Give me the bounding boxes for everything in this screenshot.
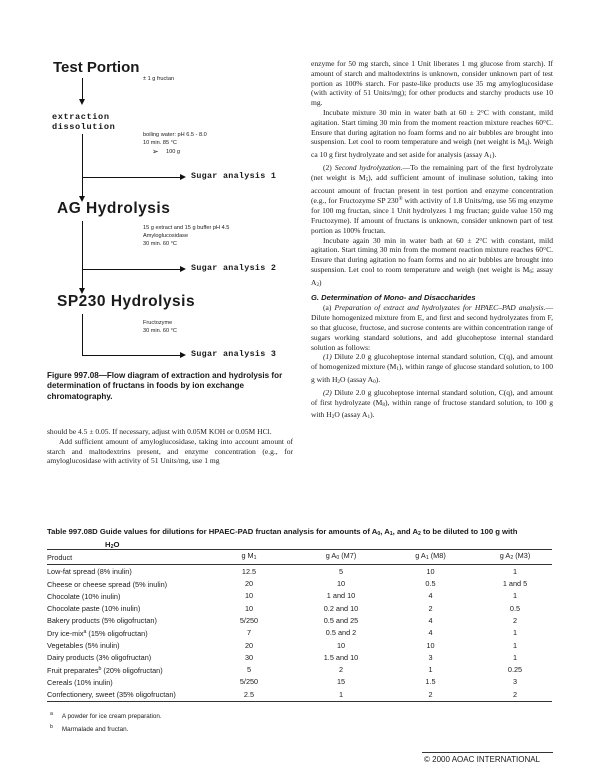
diagram-ag-2: Amyloglucosidase: [143, 233, 189, 239]
cell-a2: 0.25: [507, 665, 523, 675]
cell-a2: 1 and 5: [502, 579, 528, 589]
cell-a1: 1.5: [425, 677, 436, 687]
cell-a1: 2: [428, 603, 433, 613]
cell-a1: 2: [383, 688, 478, 701]
cell-m1: 10: [244, 591, 254, 601]
cell-m1: 7: [246, 628, 252, 638]
cell-product: Cereals (10% inulin): [47, 677, 113, 687]
cell-product: Vegetables (5% inulin): [47, 641, 120, 651]
cell-a2: 0.5: [509, 603, 521, 613]
diagram-boiling-1: boiling water: pH 6.5 - 8.0: [143, 132, 207, 138]
diagram-sp230-hydrolysis: SP230 Hydrolysis: [57, 293, 196, 310]
header-g-a2: g A2 (M3): [478, 550, 552, 565]
cell-a1: 4: [428, 615, 433, 625]
cell-product: Bakery products (5% oligofructan): [47, 616, 157, 626]
cell-a2: 2: [478, 688, 552, 701]
table-header-row: [47, 550, 552, 565]
cell-a2: 3: [512, 677, 518, 687]
header-g-m1: g M1: [199, 550, 299, 565]
cell-product: Fruit preparates$^b$ (20% oligofructan): [47, 665, 163, 675]
table-row: [47, 664, 552, 676]
right-paragraph-a2: (2) Dilute 2.0 g glucoheptose internal standard solution, C(q), and amount of first hydrolyzate (M8), within range of fructose standard solution, to 100 g with H2O (assay A1).: [311, 387, 553, 421]
cell-a0: 1.5 and 10: [323, 652, 359, 662]
cell-a1: 10: [426, 640, 435, 650]
table-row: [47, 688, 552, 701]
cell-a0: 0.2 and 10: [323, 603, 359, 613]
footnote-b: $^b$ Marmalade and fructan.: [50, 724, 129, 733]
cell-m1: 12.5: [241, 566, 257, 576]
cell-product: Dairy products (3% oligofructan): [47, 653, 152, 663]
cell-product: Cheese or cheese spread (5% inulin): [47, 579, 168, 589]
cell-product: Confectionery, sweet (35% oligofructan): [47, 688, 199, 701]
diagram-sp-2: 30 min. 60 °C: [143, 328, 177, 334]
right-paragraph-a: (a) Preparation of extract and hydrolyzates for HPAEC–PAD analysis.—Dilute homogenized mixture from E, and first and second hydrolyzates from F, so that glucose, fructose, and sucrose contents are within concentration range of sugars working standard solutions, and add glucoheptose internal standard solution as follows:: [311, 303, 553, 352]
left-paragraph-1: should be 4.5 ± 0.05. If necessary, adjust with 0.05M KOH or 0.05M HCl.: [47, 427, 272, 436]
table-row: [47, 651, 552, 663]
diagram-sugar-analysis-1: Sugar analysis 1: [191, 171, 277, 181]
section-g-heading: G. Determination of Mono- and Disaccharides: [311, 292, 476, 302]
right-paragraph-1: enzyme for 50 mg starch, since 1 Unit liberates 1 mg glucose from starch). If amount of starch and maltodextrins is unknown, consider unknown part of test portion as 100% starch. For paste-like products use 35 mg amyloglucosidase (with activity of 51 Units/mg); for other products and starchy products use 10 mg.: [311, 59, 553, 108]
cell-a1: 10: [426, 566, 435, 576]
cell-m1: 5/250: [239, 615, 259, 625]
right-paragraph-4: Incubate again 30 min in water bath at 60 ± 2°C with constant, mild agitation. Start timing 30 min from the moment reaction mixture reaches 60°C. Ensure that during agitation no foam forms and no air bubbles are brought into suspension. Let cool to room temperature and weigh (net weight is M6; assay A2): [311, 235, 553, 288]
cell-a1: 4: [428, 591, 433, 601]
header-product: Product: [47, 550, 199, 565]
header-g-a0: g A0 (M7): [299, 550, 383, 565]
cell-m1: 10: [244, 603, 254, 613]
table-row: [47, 590, 552, 602]
cell-m1: 5: [246, 665, 252, 675]
diagram-extraction: extraction: [52, 112, 110, 122]
cell-a1: 3: [428, 652, 433, 662]
diagram-ag-hydrolysis: AG Hydrolysis: [57, 200, 171, 217]
cell-m1: 30: [244, 652, 254, 662]
right-paragraph-2: Incubate mixture 30 min in water bath at 60 ± 2°C with constant, mild agitation. Start timing 30 min from the moment reaction mixture reaches 60°C. Ensure that during agitation no foam forms and no air bubbles are brought into suspension. Let cool to room temperature and weigh (net weight is M4). Weigh ca 10 g first hydrolyzate and set aside for analysis (assay A1).: [311, 107, 553, 161]
cell-a0: 5: [338, 566, 344, 576]
cell-a0: 2: [338, 665, 344, 675]
table-row: [47, 614, 552, 626]
left-paragraph-2: Add sufficient amount of amyloglucosidase, taking into account amount of starch and maltodextrins present, and enzyme concentration (e.g., for amyloglucosidase with activity of 51 Units/mg, use 1 mg: [47, 436, 293, 466]
cell-a0: 15: [336, 677, 346, 687]
header-g-a1: g A1 (M8): [383, 550, 478, 565]
cell-m1: 2.5: [199, 688, 299, 701]
right-paragraph-3: (2) Second hydrolyzation.—To the remaining part of the first hydrolyzate (net weight is M5), add sufficient amount of inulinase solution, taking into account amount of fructan present in test portion and enzyme concentration (e.g., for Fructozyme SP 230® with activity of 1.8 Units/mg, use 56 mg enzyme for 100 mg fructan, since 1 Unit hydrolyzes 1 mg fructan; guide value 150 mg Fructozyme). If amount of fructans is unknown, consider unknown part of test portion as 100% fructan.: [311, 162, 553, 235]
cell-a2: 2: [512, 615, 518, 625]
diagram-boiling-2: 10 min. 85 °C: [143, 140, 177, 146]
diagram-sp-1: Fructozyme: [143, 320, 173, 326]
page-footer: © 2000 AOAC INTERNATIONAL: [424, 755, 541, 764]
cell-a2: 1: [512, 652, 518, 662]
diagram-sugar-analysis-3: Sugar analysis 3: [191, 349, 277, 359]
diagram-tp-note: ± 1 g fructan: [143, 76, 175, 82]
table-row: [47, 676, 552, 688]
diagram-sugar-analysis-2: Sugar analysis 2: [191, 263, 277, 273]
cell-product: Chocolate (10% inulin): [47, 591, 121, 601]
cell-a2: 1: [512, 640, 518, 650]
diagram-dissolution: dissolution: [52, 122, 116, 132]
cell-a0: 0.5 and 2: [325, 628, 357, 638]
cell-m1: 20: [244, 640, 254, 650]
table-title: Table 997.08D Guide values for dilutions for HPAEC-PAD fructan analysis for amounts of A0, A1, and A2 to be diluted to 100 g with H2O: [47, 527, 518, 550]
diagram-ag-1: 15 g extract and 15 g buffer pH 4.5: [143, 225, 230, 231]
cell-m1: 5/250: [239, 677, 259, 687]
diagram-boiling-3: 100 g: [166, 149, 180, 155]
figure-caption: Figure 997.08—Flow diagram of extraction and hydrolysis for determination of fructans in foods by ion exchange chromatography.: [47, 371, 283, 401]
diagram-test-portion: Test Portion: [53, 59, 140, 76]
cell-a1: 1: [428, 665, 433, 675]
cell-product: Low-fat spread (8% inulin): [47, 567, 132, 577]
table-row: [47, 602, 552, 614]
cell-a2: 1: [512, 628, 518, 638]
cell-a0: 1 and 10: [326, 591, 356, 601]
cell-a0: 0.5 and 25: [323, 615, 359, 625]
diagram-ag-3: 30 min. 60 °C: [143, 241, 177, 247]
table-row: [47, 565, 552, 578]
cell-a2: 1: [512, 591, 518, 601]
dilution-table: [47, 550, 552, 702]
cell-a1: 0.5: [425, 579, 436, 589]
cell-a0: 10: [336, 579, 346, 589]
cell-product: Chocolate paste (10% inulin): [47, 604, 141, 614]
cell-a0: 10: [336, 640, 346, 650]
cell-product: Dry ice-mix$^a$ (15% oligofructan): [47, 628, 148, 638]
cell-a0: 1: [299, 688, 383, 701]
right-column-text: [311, 59, 553, 423]
footnote-a: $^a$ A powder for ice cream preparation.: [50, 711, 162, 720]
right-paragraph-a1: (1) Dilute 2.0 g glucoheptose internal standard solution, C(q), and amount of homogenized mixture (M1), within range of glucose standard solution, to 100 g with H2O (assay A0).: [311, 352, 553, 385]
left-column-text: [47, 427, 293, 466]
table-row: [47, 578, 552, 590]
table-row: [47, 639, 552, 651]
cell-a1: 4: [428, 628, 433, 638]
cell-m1: 20: [244, 579, 254, 589]
cell-a2: 1: [512, 566, 518, 576]
table-row: [47, 627, 552, 639]
diagram-boiling-arrow: ➢: [152, 147, 159, 156]
